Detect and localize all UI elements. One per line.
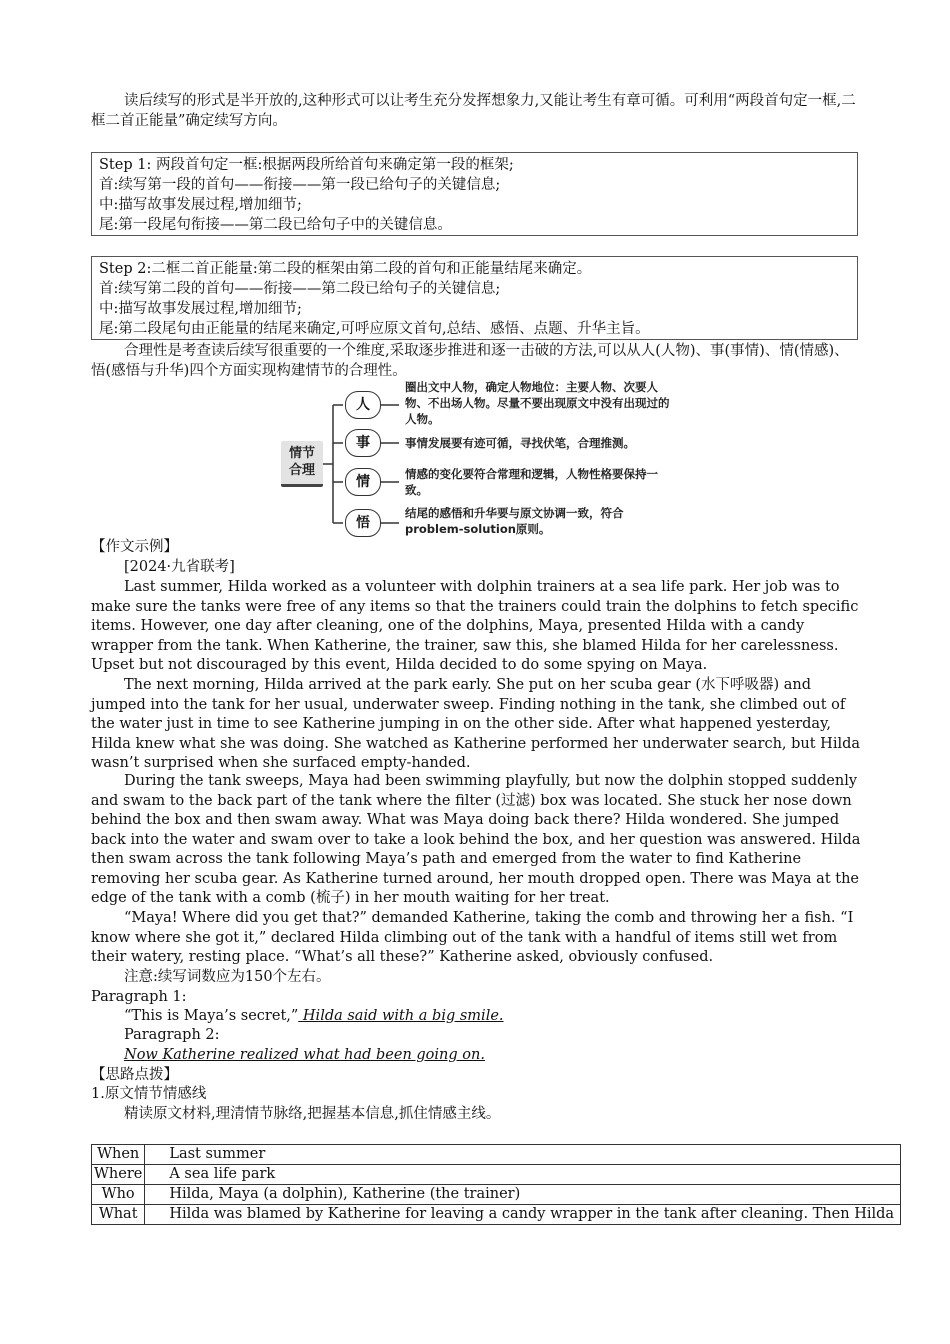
section1-description: 精读原文材料,理清情节脉络,把握基本信息,抓住情感主线。 xyxy=(124,1106,501,1122)
table-value: Last summer xyxy=(145,1145,901,1165)
branch-label-event: 事 xyxy=(345,429,381,457)
story-paragraph-3: During the tank sweeps, Maya had been swimming playfully, but now the dolphin stopped suddenly and swam to the back part of the tank where the filter (过滤) box was located. She stuck her nose down behind the box and then swam away. What was Maya doing back there? Hilda wondered. She jumped back into the water and swam over to take a look behind the box, and her question was answered. Hilda then swam across the tank following Maya’s path and emerged from the water to find Katherine removing her scuba gear. As Katherine turned around, her mouth dropped open. There was Maya at the edge of the tank with a comb (梳子) in her mouth waiting for her treat. xyxy=(91,773,861,906)
branch-label-person: 人 xyxy=(345,391,381,419)
story-paragraph-2: The next morning, Hilda arrived at the park early. She put on her scuba gear (水下呼吸器) and jumped into the tank for her usual, underwater sweep. Finding nothing in the tank, she climbed out of the water just in time to see Katherine jumping in on the other side. After what happened yesterday, Hilda knew what she was doing. She watched as Katherine performed her underwater search, but Hilda wasn’t surprised when she surfaced empty-handed. xyxy=(91,677,861,771)
paragraph1-opening xyxy=(91,1007,861,1027)
table-row xyxy=(92,1185,901,1205)
rationality-paragraph: 合理性是考查读后续写很重要的一个维度,采取逐步推进和逐一击破的方法,可以从人(人物)、事(事情)、情(情感)、悟(感悟与升华)四个方面实现构建情节的合理性。 xyxy=(91,343,849,379)
table-key: Where xyxy=(92,1165,145,1185)
step2-line: 中:描写故事发展过程,增加细节; xyxy=(99,301,302,317)
step1-line: 中:描写故事发展过程,增加细节; xyxy=(99,197,302,213)
story-paragraph-1: Last summer, Hilda worked as a volunteer with dolphin trainers at a sea life park. Her job was to make sure the tanks were free of any items so that the trainers could train the dolphins to fetch specific items. However, one day after cleaning, one of the dolphins, Maya, presented Hilda with a candy wrapper from the tank. When Katherine, the trainer, saw this, she blamed Hilda for her carelessness. Upset but not discouraged by this event, Hilda decided to do some spying on Maya. xyxy=(91,579,859,673)
diagram-center-line: 合理 xyxy=(288,463,315,478)
diagram-center-line: 情节 xyxy=(288,446,315,461)
table-row xyxy=(92,1205,901,1225)
branch-desc-person: 圈出文中人物，确定人物地位：主要人物、次要人物、不出场人物。尽量不要出现原文中没有出现过的人物。 xyxy=(405,380,670,426)
paragraph1-label: Paragraph 1: xyxy=(91,989,187,1005)
branch-desc-emotion: 情感的变化要符合常理和逻辑，人物性格要保持一致。 xyxy=(405,467,658,497)
intro-paragraph: 读后续写的形式是半开放的,这种形式可以让考生充分发挥想象力,又能让考生有章可循。可利用“两段首句定一框,二框二首正能量”确定续写方向。 xyxy=(91,93,856,129)
paragraph2-opening xyxy=(91,1046,861,1066)
source-label: [2024·九省联考] xyxy=(124,559,235,575)
table-row xyxy=(92,1145,901,1165)
hint-heading: 【思路点拨】 xyxy=(91,1067,178,1083)
paragraph1-quote: “This is Maya’s secret,” xyxy=(124,1008,299,1024)
example-heading: 【作文示例】 xyxy=(91,539,178,555)
table-key: Who xyxy=(92,1185,145,1205)
branch-label-insight: 悟 xyxy=(345,509,381,537)
step2-box xyxy=(91,256,858,340)
step2-line: 首:续写第二段的首句——衔接——第二段已给句子的关键信息; xyxy=(99,281,501,297)
branch-desc-event: 事情发展要有迹可循，寻找伏笔，合理推测。 xyxy=(405,436,635,450)
branch-label-emotion: 情 xyxy=(345,468,381,496)
step1-line: 首:续写第一段的首句——衔接——第一段已给句子的关键信息; xyxy=(99,177,501,193)
step1-line: Step 1: 两段首句定一框:根据两段所给首句来确定第一段的框架; xyxy=(99,157,514,173)
paragraph1-sentence: Hilda said with a big smile. xyxy=(298,1008,504,1024)
paragraph2-sentence: Now Katherine realized what had been going on. xyxy=(124,1047,485,1063)
table-key: When xyxy=(92,1145,145,1165)
branch-desc-insight: 结尾的感悟和升华要与原文协调一致，符合problem-solution原则。 xyxy=(405,506,624,536)
plot-rationality-diagram xyxy=(281,378,681,540)
story-info-table xyxy=(91,1144,901,1225)
diagram-center xyxy=(281,441,323,487)
table-value: A sea life park xyxy=(145,1165,901,1185)
table-row xyxy=(92,1165,901,1185)
word-count-note: 注意:续写词数应为150个左右。 xyxy=(124,969,331,985)
step2-line: Step 2:二框二首正能量:第二段的框架由第二段的首句和正能量结尾来确定。 xyxy=(99,261,592,277)
step2-line: 尾:第二段尾句由正能量的结尾来确定,可呼应原文首句,总结、感悟、点题、升华主旨。 xyxy=(99,321,650,337)
story-paragraph-4: “Maya! Where did you get that?” demanded Katherine, taking the comb and throwing her a fish. “I know where she got it,” declared Hilda climbing out of the tank with a handful of items still wet from their watery, resting place. “What’s all these?” Katherine asked, obviously confused. xyxy=(91,910,854,965)
table-value: Hilda was blamed by Katherine for leaving a candy wrapper in the tank after cleaning. Then Hilda xyxy=(145,1205,901,1225)
paragraph2-label: Paragraph 2: xyxy=(124,1027,220,1043)
step1-box xyxy=(91,152,858,236)
section1-title: 1.原文情节情感线 xyxy=(91,1086,207,1102)
step1-line: 尾:第一段尾句衔接——第二段已给句子中的关键信息。 xyxy=(99,217,452,233)
table-value: Hilda, Maya (a dolphin), Katherine (the trainer) xyxy=(145,1185,901,1205)
table-key: What xyxy=(92,1205,145,1225)
